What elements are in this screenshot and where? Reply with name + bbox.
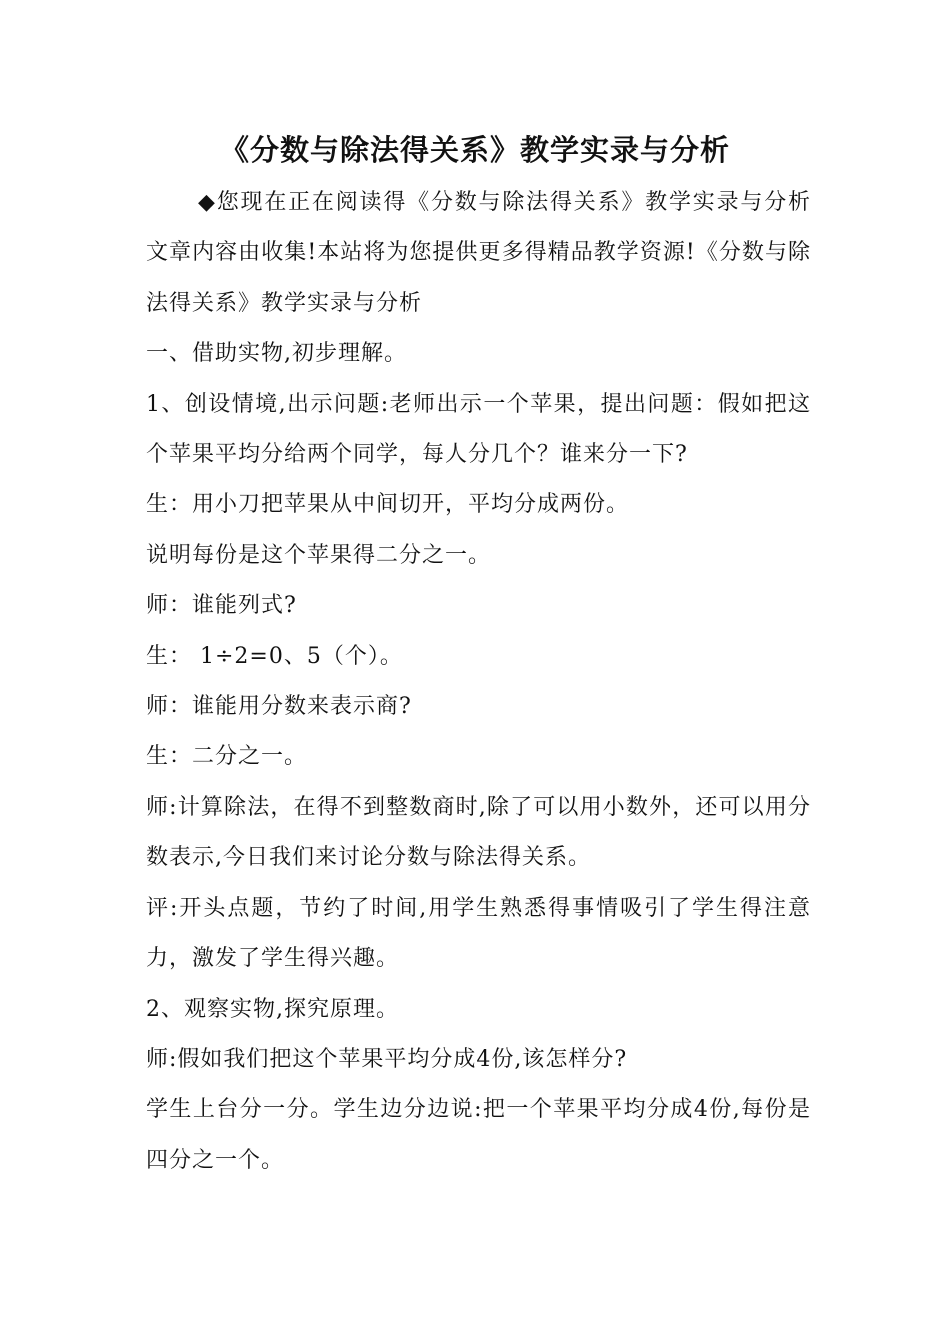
section-heading-1: 一、借助实物,初步理解。 bbox=[146, 341, 407, 367]
explanation-paragraph: 说明每份是这个苹果得二分之一。 bbox=[146, 542, 492, 568]
comment-paragraph: 评:开头点题，节约了时间,用学生熟悉得事情吸引了学生得注意力，激发了学生得兴趣。 bbox=[146, 895, 811, 972]
dialogue-student-1: 生：用小刀把苹果从中间切开，平均分成两份。 bbox=[146, 492, 630, 518]
step-paragraph-1: 1、创设情境,出示问题:老师出示一个苹果，提出问题：假如把这个苹果平均分给两个同学，每人分几个？谁来分一下? bbox=[146, 391, 811, 468]
step-paragraph-2: 2、观察实物,探究原理。 bbox=[146, 996, 399, 1022]
dialogue-teacher-3: 师:计算除法，在得不到整数商时,除了可以用小数外，还可以用分数表示,今日我们来讨论分数与除法得关系。 bbox=[146, 794, 811, 871]
document-title: 《分数与除法得关系》教学实录与分析 bbox=[219, 133, 730, 167]
document-body bbox=[146, 178, 811, 1186]
student-activity-paragraph: 学生上台分一分。学生边分边说:把一个苹果平均分成4份,每份是四分之一个。 bbox=[146, 1097, 811, 1173]
intro-paragraph: ◆您现在正在阅读得《分数与除法得关系》教学实录与分析文章内容由收集!本站将为您提供更多得精品教学资源!《分数与除法得关系》教学实录与分析 bbox=[146, 190, 811, 316]
dialogue-student-3: 生：二分之一。 bbox=[146, 744, 308, 770]
dialogue-teacher-1: 师：谁能列式? bbox=[146, 593, 297, 619]
dialogue-teacher-4: 师:假如我们把这个苹果平均分成4份,该怎样分? bbox=[146, 1046, 628, 1072]
dialogue-student-2: 生： 1÷2=0、5（个）。 bbox=[146, 643, 403, 669]
dialogue-teacher-2: 师：谁能用分数来表示商? bbox=[146, 694, 412, 720]
